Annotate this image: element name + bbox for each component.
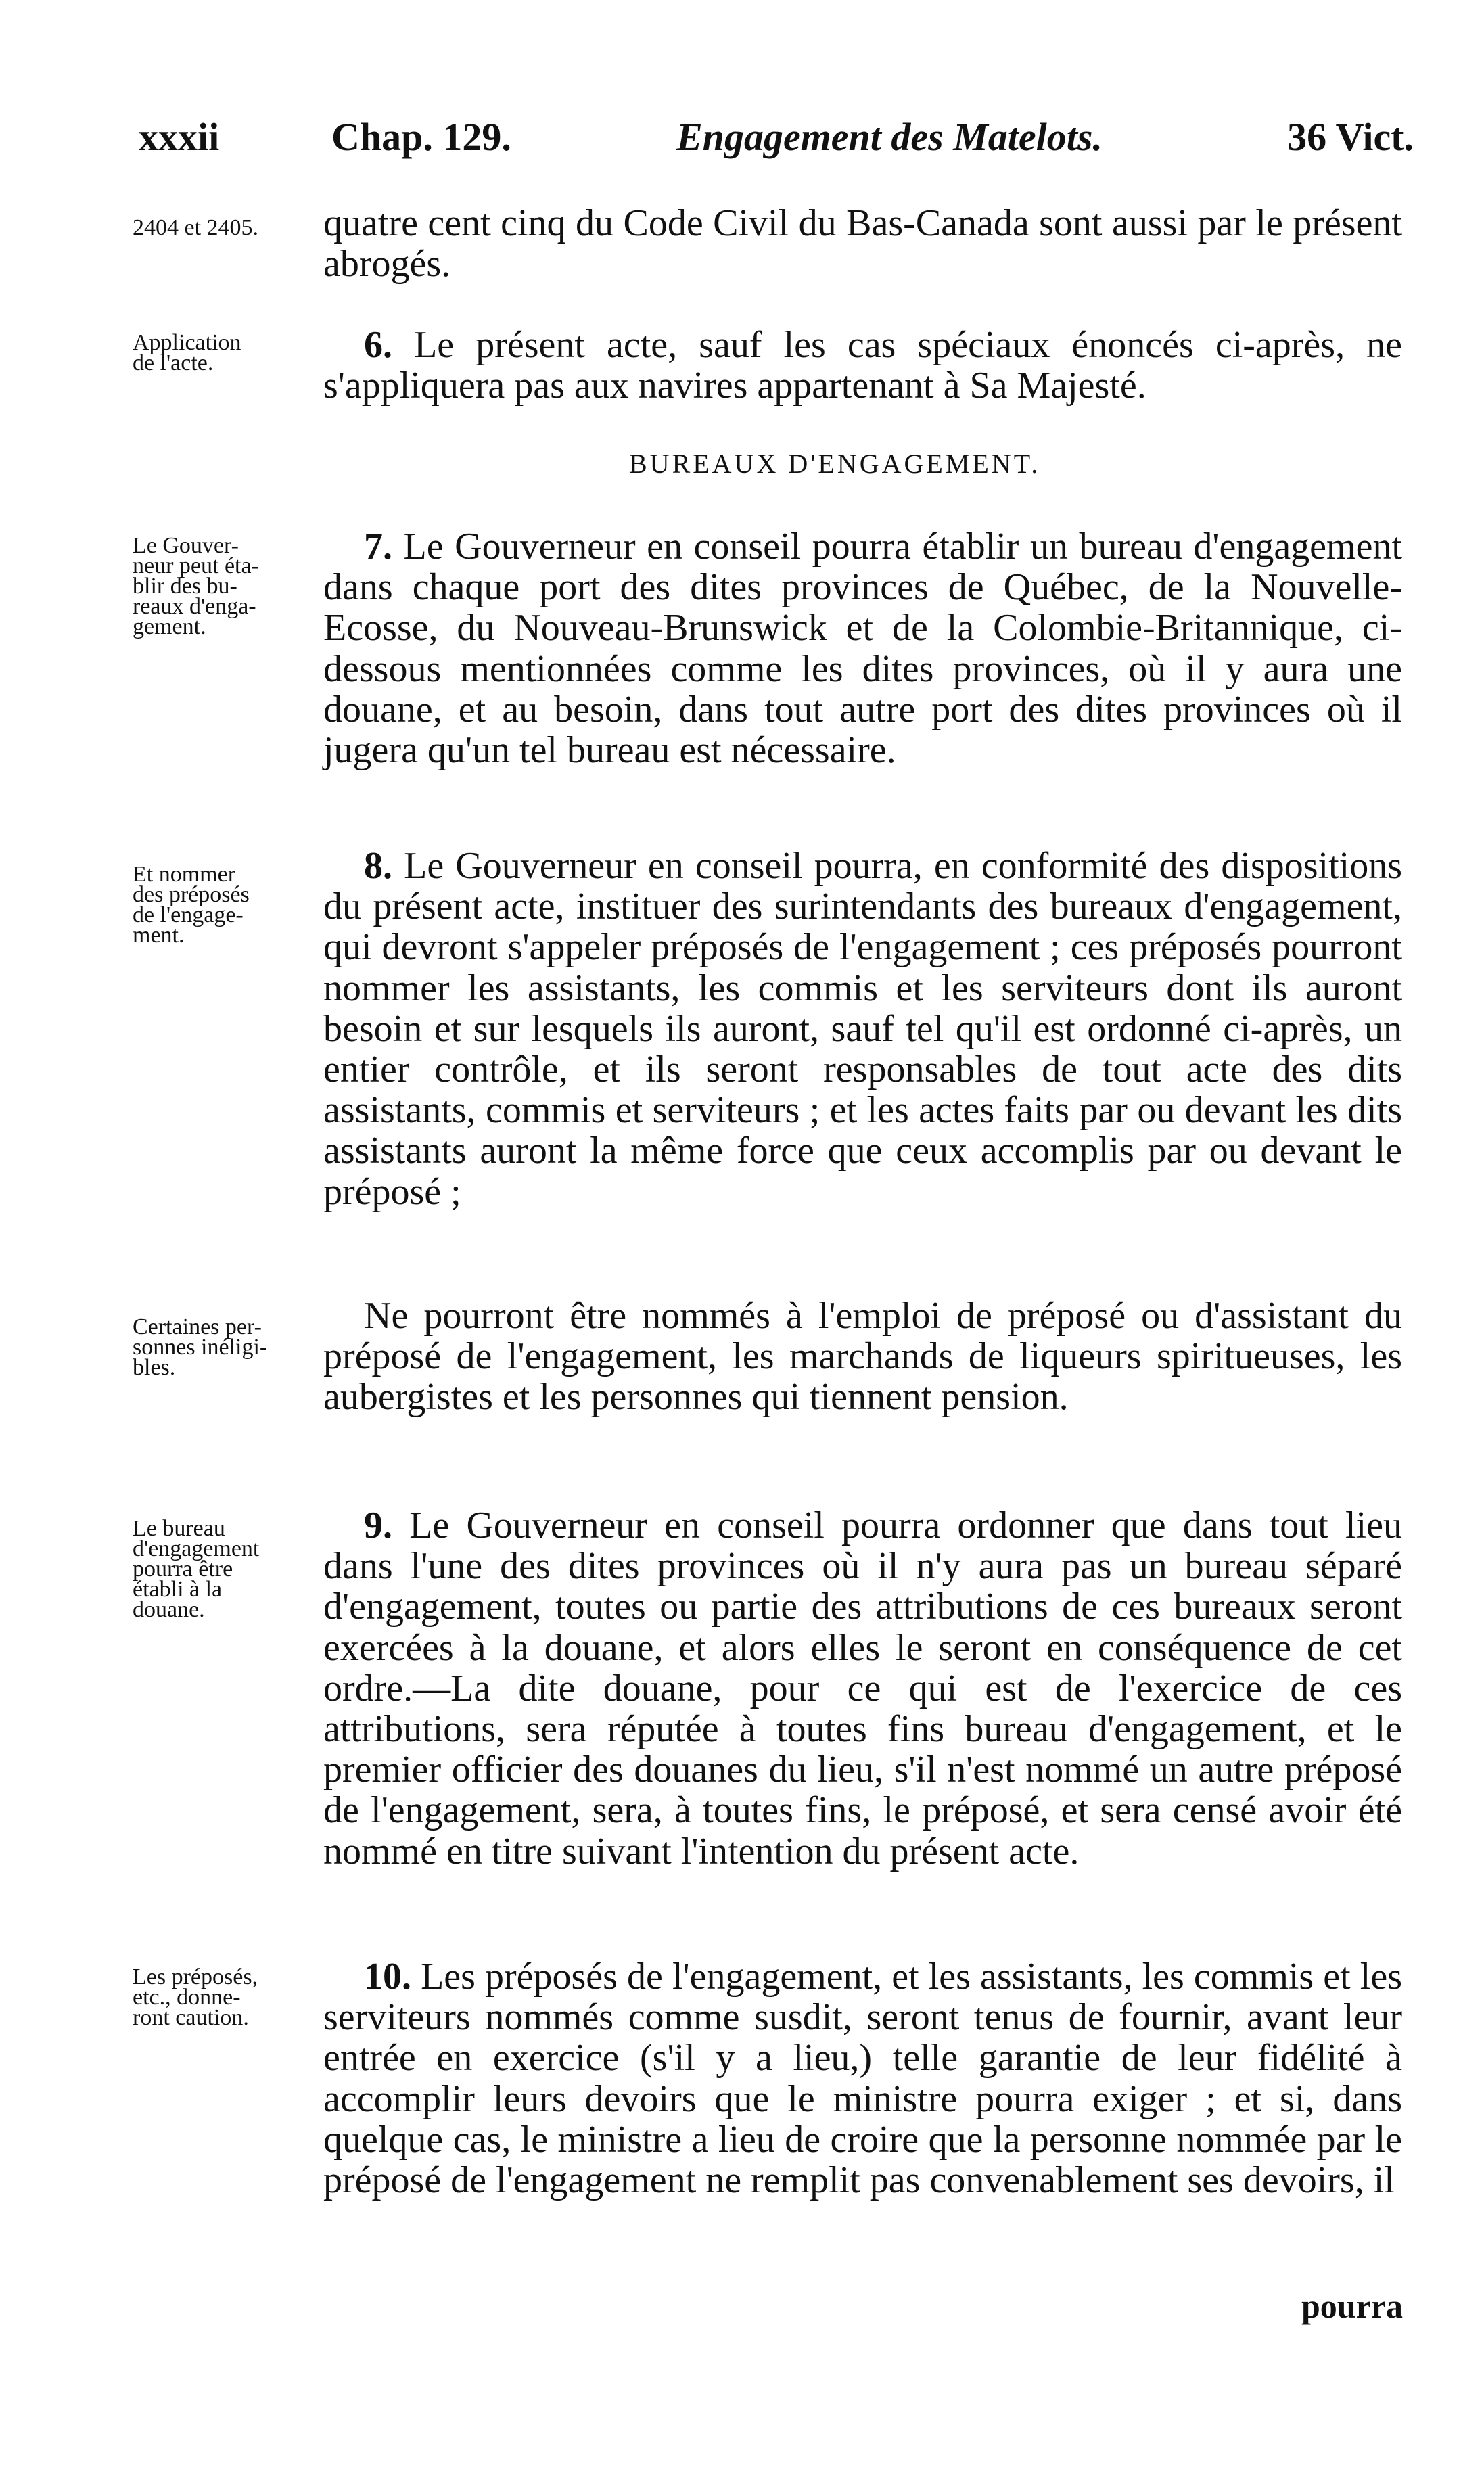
margin-note: Certaines per- sonnes inéligi- bles.: [133, 1314, 268, 1380]
paragraph-text: [323, 325, 1402, 406]
margin-note: Et nommer des préposés de l'engage- ment.: [133, 862, 250, 948]
catchword: pourra: [1301, 2287, 1403, 2325]
running-title: Engagement des Matelots.: [676, 115, 1103, 159]
paragraph-text: [323, 1295, 1402, 1418]
section-heading: BUREAUX D'ENGAGEMENT.: [629, 448, 1041, 479]
section-number: 6.: [364, 324, 392, 366]
paragraph-text: [323, 846, 1402, 1212]
paragraph-text: [323, 526, 1402, 770]
margin-note: 2404 et 2405.: [133, 215, 259, 240]
section-number: 7.: [364, 526, 392, 568]
running-header: [139, 114, 1414, 161]
section-number: 8.: [364, 845, 392, 887]
section-body: Les préposés de l'engagement, et les assistants, les commis et les serviteurs nommés comme susdit, seront tenus de fournir, avant leur entrée en exercice (s'il y a lieu,) telle garantie de leur fidélité à accomplir leurs devoirs que le ministre pourra exiger ; et si, dans quelque cas, le ministre a lieu de croire que la personne nommée par le préposé de l'engagement ne remplit pas convenablement ses devoirs, il: [323, 1956, 1402, 2202]
margin-note: Les préposés, etc., donne- ront caution.: [133, 1964, 258, 2030]
section-body: Ne pourront être nommés à l'emploi de préposé ou d'assistant du préposé de l'engagement, les marchands de liqueurs spiritueuses, les aubergistes et les personnes qui tiennent pension.: [323, 1295, 1402, 1419]
margin-note: Application de l'acte.: [133, 330, 241, 375]
margin-note: Le Gouver- neur peut éta- blir des bu- reaux d'enga- gement.: [133, 533, 259, 639]
regnal-year: 36 Vict.: [1287, 115, 1414, 159]
section-body: Le Gouverneur en conseil pourra établir un bureau d'engagement dans chaque port des dites provinces de Québec, de la Nouvelle-Ecosse, du Nouveau-Brunswick et de la Colombie-Britannique, ci-dessous mentionnées comme les dites provinces, où il y aura une douane, et au besoin, dans tout autre port des dites provinces où il jugera qu'un tel bureau est nécessaire.: [323, 526, 1403, 772]
page-number: xxxii: [139, 115, 220, 159]
section-number: 9.: [364, 1504, 392, 1546]
section-number: 10.: [364, 1956, 411, 1998]
paragraph-text: [323, 203, 1402, 284]
paragraph-text: [323, 1505, 1402, 1872]
section-body: quatre cent cinq du Code Civil du Bas-Canada sont aussi par le présent abrogés.: [323, 202, 1402, 285]
paragraph-text: [323, 1956, 1402, 2201]
section-body: Le Gouverneur en conseil pourra, en conformité des dispositions du présent acte, instituer des surintendants des bureaux d'engagement, qui devront s'appeler préposés de l'engagement ; ces préposés pourront nommer les assistants, les commis et les serviteurs dont ils auront besoin et sur lesquels ils auront, sauf tel qu'il est ordonné ci-après, un entier contrôle, et ils seront responsables de tout acte des dits assistants, commis et serviteurs ; et les actes faits par ou devant les dits assistants auront la même force que ceux accomplis par ou devant le préposé ;: [323, 845, 1402, 1213]
margin-note: Le bureau d'engagement pourra être établi à la douane.: [133, 1516, 260, 1622]
section-body: Le présent acte, sauf les cas spéciaux énoncés ci-après, ne s'appliquera pas aux navires appartenant à Sa Majesté.: [323, 324, 1402, 407]
section-body: Le Gouverneur en conseil pourra ordonner que dans tout lieu dans l'une des dites provinces où il n'y aura pas un bureau séparé d'engagement, toutes ou partie des attributions de ces bureaux seront exercées à la douane, et alors elles le seront en conséquence de cet ordre.—La dite douane, pour ce qui est de l'exercice de ces attributions, sera réputée à toutes fins bureau d'engagement, et le premier officier des douanes du lieu, s'il n'est nommé un autre préposé de l'engagement, sera, à toutes fins, le préposé, et sera censé avoir été nommé en titre suivant l'intention du présent acte.: [323, 1504, 1403, 1872]
chapter-label: Chap. 129.: [331, 115, 511, 159]
